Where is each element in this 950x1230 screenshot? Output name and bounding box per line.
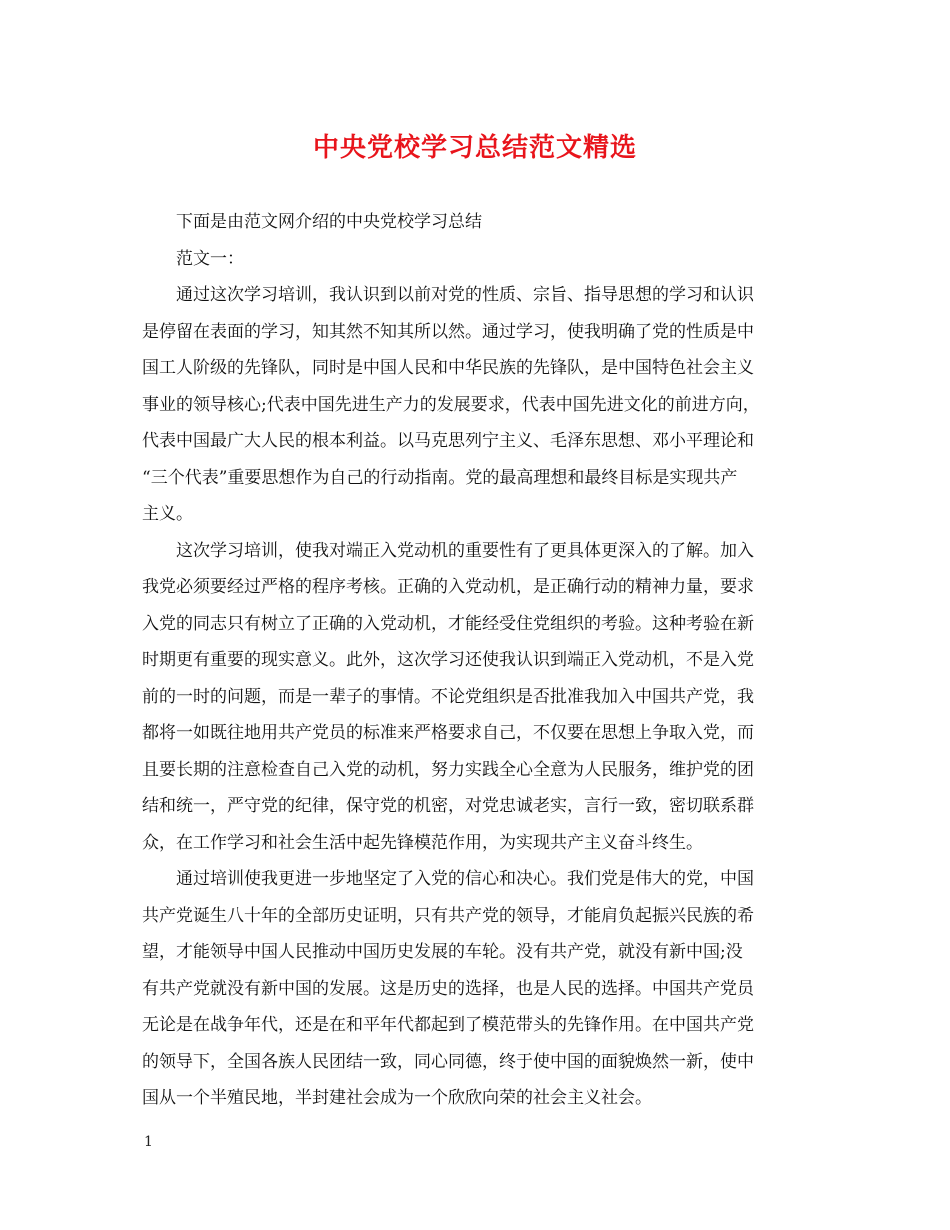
body-line: 前的一时的问题，而是一辈子的事情。不论党组织是否批准我加入中国共产党，我 [142,686,754,707]
body-line: 范文一： [176,248,244,269]
body-line: 通过培训使我更进一步地坚定了入党的信心和决心。我们党是伟大的党，中国 [176,869,754,889]
page-number: 1 [144,1134,153,1150]
document-title: 中央党校学习总结范文精选 [312,133,637,163]
body-line: 通过这次学习培训，我认识到以前对党的性质、宗旨、指导思想的学习和认识 [176,285,754,305]
body-line: 有共产党就没有新中国的发展。这是历史的选择，也是人民的选择。中国共产党员 [142,978,754,999]
body-line: 是停留在表面的学习，知其然不知其所以然。通过学习，使我明确了党的性质是中 [142,321,754,342]
body-line: 望，才能领导中国人民推动中国历史发展的车轮。没有共产党，就没有新中国;没 [142,942,743,962]
body-line: 无论是在战争年代，还是在和平年代都起到了模范带头的先锋作用。在中国共产党 [142,1015,754,1035]
body-line: 事业的领导核心;代表中国先进生产力的发展要求，代表中国先进文化的前进方向， [142,394,760,415]
body-line: 的领导下，全国各族人民团结一致，同心同德，终于使中国的面貌焕然一新，使中 [142,1051,754,1072]
body-line: 我党必须要经过严格的程序考核。正确的入党动机，是正确行动的精神力量，要求 [142,577,754,597]
body-line: 主义。 [142,504,193,524]
body-line: 众，在工作学习和社会生活中起先锋模范作用，为实现共产主义奋斗终生。 [142,832,703,853]
body-line: 共产党诞生八十年的全部历史证明，只有共产党的领导，才能肩负起振兴民族的希 [142,905,754,926]
body-line: 结和统一，严守党的纪律，保守党的机密，对党忠诚老实，言行一致，密切联系群 [142,796,754,816]
body-line: 且要长期的注意检查自己入党的动机，努力实践全心全意为人民服务，维护党的团 [142,759,754,780]
body-line: 国从一个半殖民地，半封建社会成为一个欣欣向荣的社会主义社会。 [142,1088,652,1108]
body-line: 国工人阶级的先锋队，同时是中国人民和中华民族的先锋队，是中国特色社会主义 [142,358,754,378]
document-body [142,204,812,1117]
body-line: 都将一如既往地用共产党员的标准来严格要求自己，不仅要在思想上争取入党，而 [142,723,754,743]
body-line: “三个代表”重要思想作为自己的行动指南。党的最高理想和最终目标是实现共产 [142,467,738,488]
body-line: 代表中国最广大人民的根本利益。以马克思列宁主义、毛泽东思想、邓小平理论和 [142,431,754,451]
body-line: 时期更有重要的现实意义。此外，这次学习还使我认识到端正入党动机，不是入党 [142,650,754,670]
body-line: 这次学习培训，使我对端正入党动机的重要性有了更具体更深入的了解。加入 [176,540,754,561]
body-line: 下面是由范文网介绍的中央党校学习总结 [176,212,482,232]
body-line: 入党的同志只有树立了正确的入党动机，才能经受住党组织的考验。这种考验在新 [142,613,754,634]
